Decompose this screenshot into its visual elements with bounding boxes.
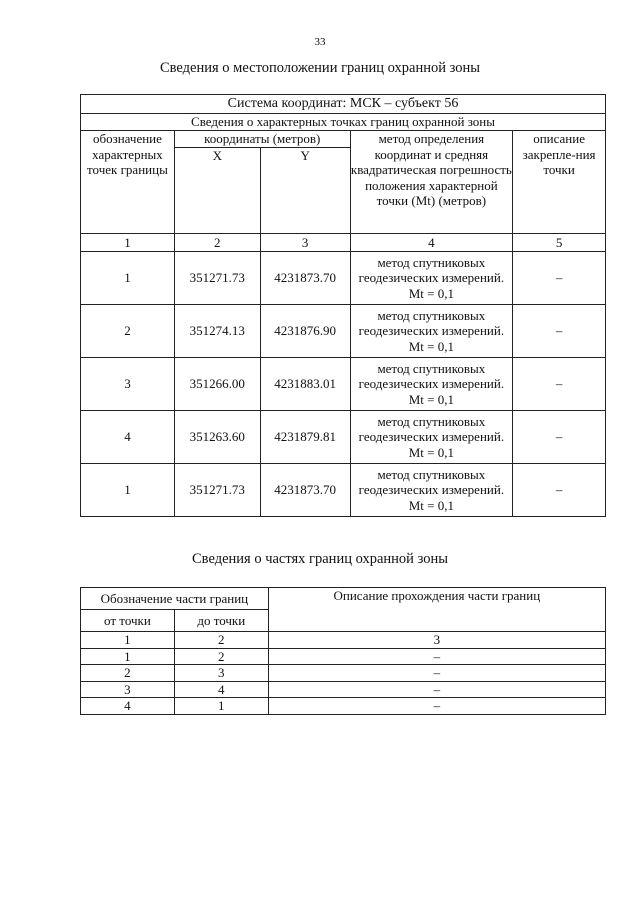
table-row (81, 665, 606, 682)
point-number: 2 (81, 305, 175, 358)
point-description: – (513, 411, 606, 464)
method-text: метод спутниковых геодезических измерений. Mt = 0,1 (350, 411, 513, 464)
table-row (81, 464, 606, 517)
point-number: 4 (81, 411, 175, 464)
table-row (81, 358, 606, 411)
points-subtitle-header: Сведения о характерных точках границ охранной зоны (81, 114, 606, 131)
boundary-points-table (80, 94, 606, 517)
column-number: 1 (81, 632, 175, 649)
y-coordinate: 4231876.90 (260, 305, 350, 358)
part-description: – (268, 648, 605, 665)
from-header: от точки (81, 610, 175, 632)
column-number: 5 (513, 234, 606, 252)
to-point: 4 (174, 681, 268, 698)
x-coordinate: 351271.73 (174, 252, 260, 305)
to-header: до точки (174, 610, 268, 632)
column-number: 3 (268, 632, 605, 649)
to-point: 3 (174, 665, 268, 682)
parts-description-header: Описание прохождения части границ (268, 588, 605, 632)
method-text: метод спутниковых геодезических измерений. Mt = 0,1 (350, 464, 513, 517)
point-description: – (513, 358, 606, 411)
y-coordinate: 4231873.70 (260, 464, 350, 517)
part-description: – (268, 698, 605, 715)
section2-title: Сведения о частях границ охранной зоны (192, 551, 448, 567)
method-header: метод определения координат и средняя квадратическая погрешность положения характерной точки (Mt) (метров) (350, 131, 513, 234)
boundary-parts-table (80, 587, 606, 715)
part-description: – (268, 681, 605, 698)
column-number: 4 (350, 234, 513, 252)
section1-title: Сведения о местоположении границ охранной зоны (159, 60, 480, 76)
from-point: 2 (81, 665, 175, 682)
point-number: 3 (81, 358, 175, 411)
point-number: 1 (81, 252, 175, 305)
table-row (81, 648, 606, 665)
coords-header: координаты (метров) (174, 131, 350, 148)
column-number: 2 (174, 234, 260, 252)
x-coordinate: 351266.00 (174, 358, 260, 411)
x-header: X (174, 148, 260, 234)
x-coordinate: 351263.60 (174, 411, 260, 464)
part-description: – (268, 665, 605, 682)
table-row (81, 252, 606, 305)
x-coordinate: 351271.73 (174, 464, 260, 517)
point-number: 1 (81, 464, 175, 517)
page-number: 33 (314, 36, 326, 48)
point-description: – (513, 305, 606, 358)
column-number: 1 (81, 234, 175, 252)
y-header: Y (260, 148, 350, 234)
point-description: – (513, 464, 606, 517)
method-text: метод спутниковых геодезических измерений. Mt = 0,1 (350, 252, 513, 305)
x-coordinate: 351274.13 (174, 305, 260, 358)
from-point: 4 (81, 698, 175, 715)
method-text: метод спутниковых геодезических измерений. Mt = 0,1 (350, 305, 513, 358)
table-row (81, 681, 606, 698)
table-row (81, 411, 606, 464)
designation-header: обозначение характерных точек границы (81, 131, 175, 234)
point-description: – (513, 252, 606, 305)
column-number: 2 (174, 632, 268, 649)
y-coordinate: 4231879.81 (260, 411, 350, 464)
method-text: метод спутниковых геодезических измерений. Mt = 0,1 (350, 358, 513, 411)
y-coordinate: 4231873.70 (260, 252, 350, 305)
from-point: 1 (81, 648, 175, 665)
part-header: Обозначение части границ (81, 588, 269, 610)
coord-system-header: Система координат: МСК – субъект 56 (81, 95, 606, 114)
to-point: 1 (174, 698, 268, 715)
column-number: 3 (260, 234, 350, 252)
y-coordinate: 4231883.01 (260, 358, 350, 411)
table-row (81, 698, 606, 715)
to-point: 2 (174, 648, 268, 665)
table-row (81, 305, 606, 358)
description-header: описание закрепле-ния точки (513, 131, 606, 234)
from-point: 3 (81, 681, 175, 698)
